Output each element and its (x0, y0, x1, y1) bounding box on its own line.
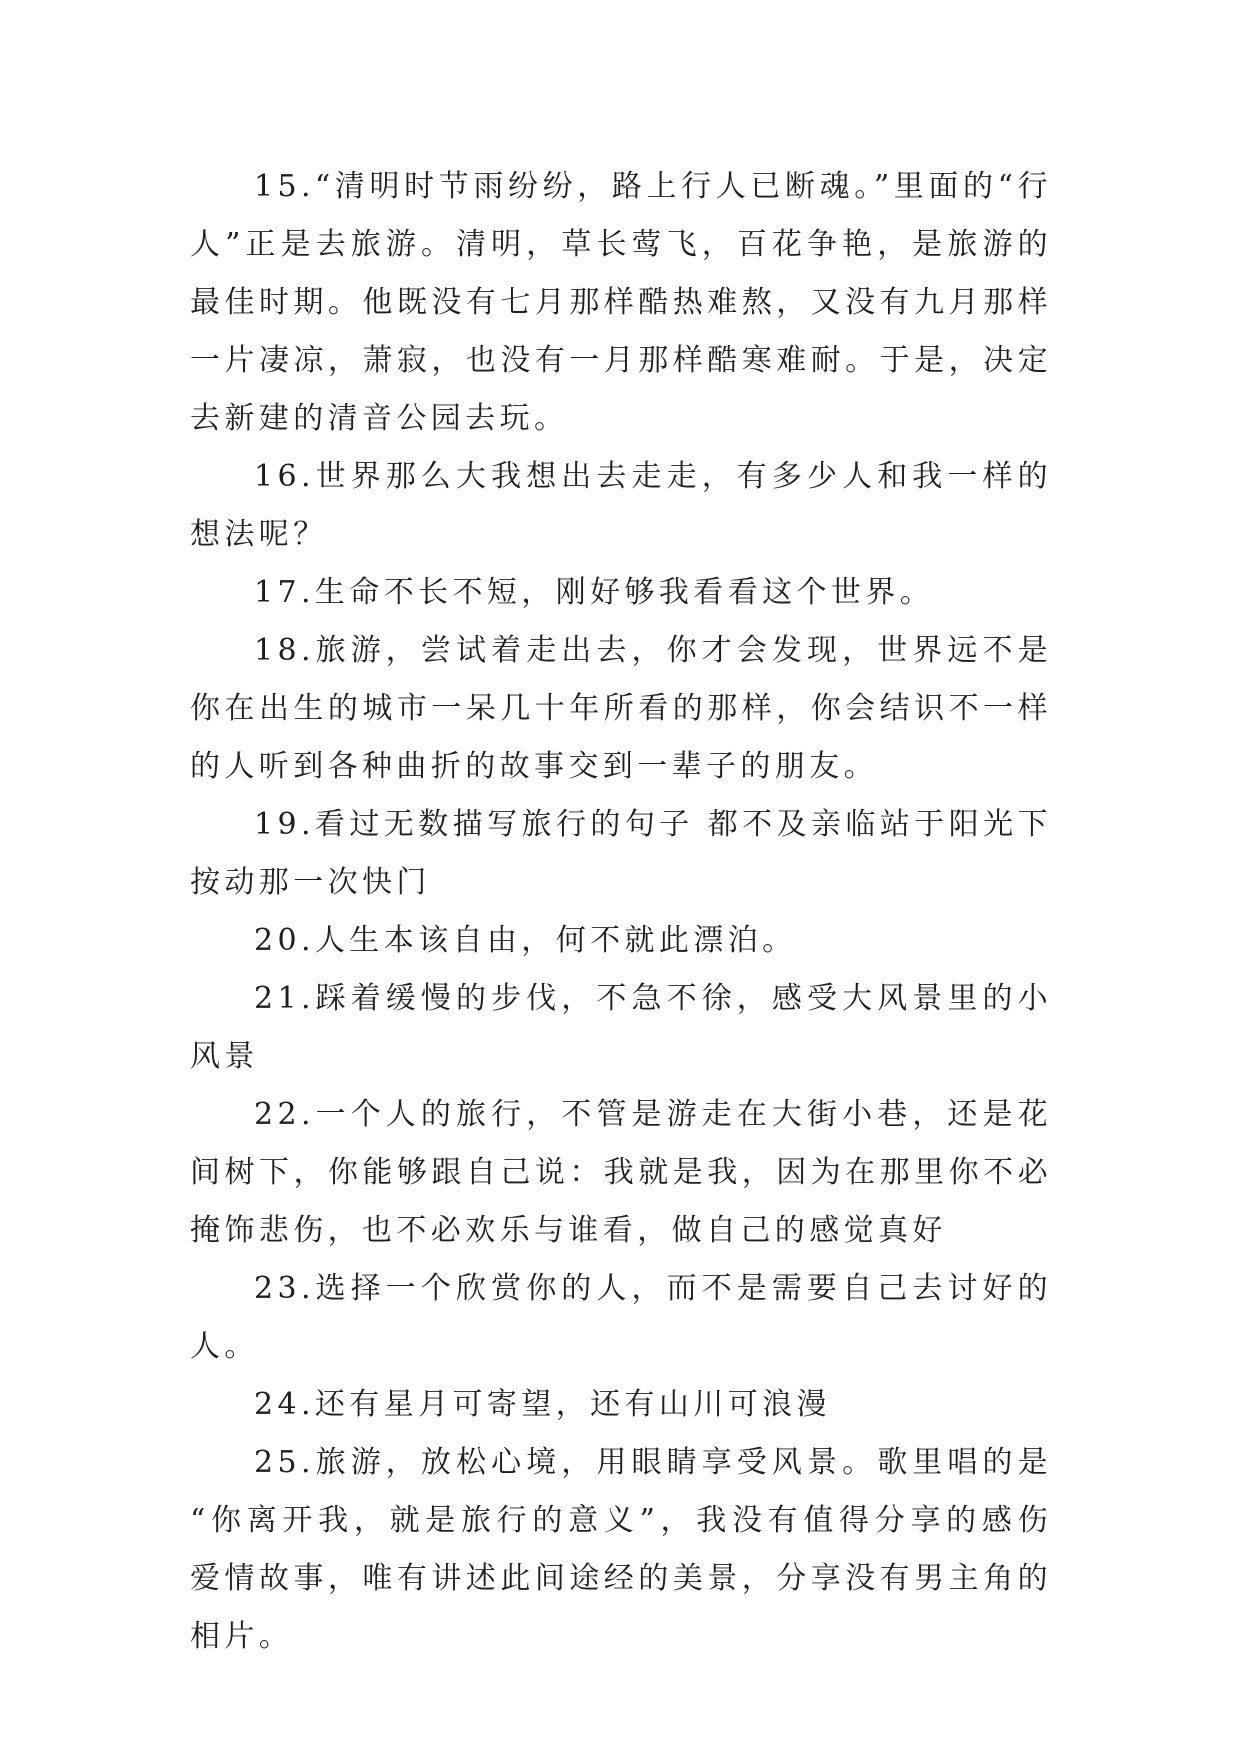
document-body (190, 158, 1052, 1666)
paragraph-25: 25.旅游，放松心境，用眼睛享受风景。歌里唱的是“你离开我，就是旅行的意义”，我没有值得分享的感伤爱情故事，唯有讲述此间途经的美景，分享没有男主角的相片。 (190, 1445, 1052, 1654)
paragraph-15: 15.“清明时节雨纷纷，路上行人已断魂。”里面的“行人”正是去旅游。清明，草长莺飞，百花争艳，是旅游的最佳时期。他既没有七月那样酷热难熬，又没有九月那样一片凄凉，萧寂，也没有一月那样酷寒难耐。于是，决定去新建的清音公园去玩。 (190, 169, 1052, 436)
paragraph-16: 16.世界那么大我想出去走走，有多少人和我一样的想法呢？ (190, 459, 1052, 552)
paragraph-17: 17.生命不长不短，刚好够我看看这个世界。 (254, 575, 935, 610)
paragraph-22: 22.一个人的旅行，不管是游走在大街小巷，还是花间树下，你能够跟自己说：我就是我，因为在那里你不必掩饰悲伤，也不必欢乐与谁看，做自己的感觉真好 (190, 1097, 1052, 1248)
paragraph-18: 18.旅游，尝试着走出去，你才会发现，世界远不是你在出生的城市一呆几十年所看的那样，你会结识不一样的人听到各种曲折的故事交到一辈子的朋友。 (190, 633, 1052, 784)
paragraph-23: 23.选择一个欣赏你的人，而不是需要自己去讨好的人。 (190, 1271, 1052, 1364)
paragraph-24: 24.还有星月可寄望，还有山川可浪漫 (254, 1387, 831, 1422)
paragraph-20: 20.人生本该自由，何不就此漂泊。 (254, 923, 797, 958)
paragraph-21: 21.踩着缓慢的步伐，不急不徐，感受大风景里的小风景 (190, 981, 1052, 1074)
paragraph-19: 19.看过无数描写旅行的句子 都不及亲临站于阳光下按动那一次快门 (190, 807, 1052, 900)
